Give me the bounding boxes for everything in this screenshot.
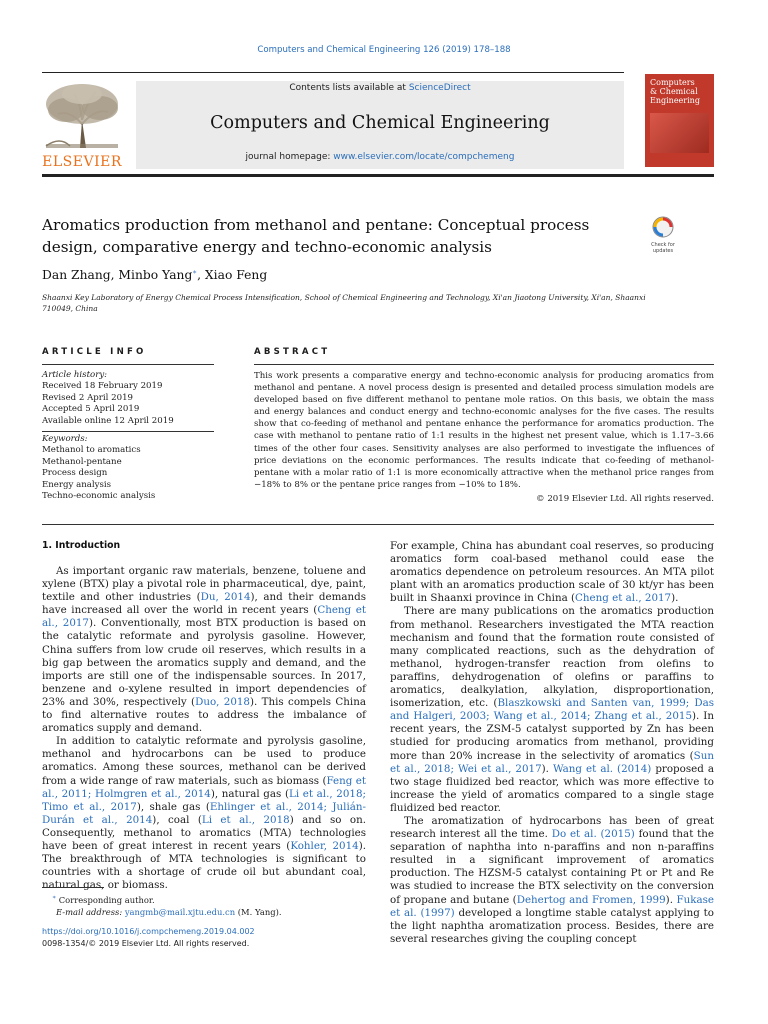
check-for-updates-icon <box>650 216 676 238</box>
journal-banner <box>136 81 624 169</box>
journal-homepage-link[interactable]: www.elsevier.com/locate/compchemeng <box>333 152 515 162</box>
email-link[interactable]: yangmb@mail.xjtu.edu.cn <box>124 906 236 917</box>
banner-bottom-rule <box>42 174 714 177</box>
check-for-updates-button[interactable]: Check for updates <box>646 216 680 254</box>
footnote-rule <box>42 887 104 888</box>
citation-link[interactable]: Kohler, 2014 <box>290 839 359 852</box>
citation-link[interactable]: Cheng et al., 2017 <box>42 604 366 630</box>
section-heading-introduction: 1. Introduction <box>42 540 121 551</box>
journal-title: Computers and Chemical Engineering <box>210 113 550 133</box>
footnote: ∗ Corresponding author. E-mail address: yangmb@mail.xjtu.edu.cn (M. Yang). <box>52 894 282 917</box>
elsevier-wordmark: ELSEVIER <box>42 154 122 170</box>
intro-paragraph-3: For example, China has abundant coal reserves, so producing aromatics form coal-based methanol could ease the aromatics dependence on petroleum resources. An MTA pilot plant with an aromatics production scale of 30 kt/yr has been built in Shaanxi province in China (Cheng et al., 2017). <box>390 540 714 605</box>
article-title: Aromatics production from methanol and pentane: Conceptual process design, comparative energy and techno-economic analysis <box>42 216 590 256</box>
journal-homepage: journal homepage: www.elsevier.com/locate/compchemeng <box>245 152 515 162</box>
footnote-mark: ∗ <box>52 894 57 901</box>
keyword: Techno-economic analysis <box>42 491 156 502</box>
citation-link[interactable]: Dehertog and Fromen, 1999 <box>516 893 666 906</box>
abstract-copyright: © 2019 Elsevier Ltd. All rights reserved. <box>536 494 714 504</box>
journal-cover-thumbnail: Computers & Chemical Engineering <box>645 74 714 167</box>
article-info-rule <box>42 364 214 365</box>
citation-link[interactable]: Li et al., 2018; Timo et al., 2017 <box>42 787 366 813</box>
abstract-text: This work presents a comparative energy and techno-economic analysis for producing aromatics from methanol and pentane. A novel process design is presented and detailed process simulation models are developed based on five different methanol to pentane mole ratios. On this basis, we obtain the mass and energy balances and conduct energy and techno-economic analyses for the five cases. The results show that co-feeding of methanol and pentane enhance the performance for aromatics production. The case with methanol to pentane ratio of 1:1 results in the highest net present value, which is 1.17–3.66 times of the other four cases. Sensitivity analyses are also performed to investigate the influences of price deviations on the economic performances. The results indicate that co-feeding of methanol-pentane with a molar ratio of 1:1 is more economically attractive when the methanol price ranges from −18% to 8% or the pentane price ranges from −10% to 18%. <box>254 371 714 490</box>
abstract-heading: ABSTRACT <box>254 347 331 357</box>
cover-graphic <box>650 113 709 153</box>
citation-link[interactable]: Sun et al., 2018; Wei et al., 2017 <box>390 749 714 775</box>
elsevier-logo <box>40 80 124 170</box>
citation-link[interactable]: Li et al., 2018 <box>201 813 290 826</box>
keyword: Energy analysis <box>42 479 112 490</box>
abstract-bottom-rule <box>42 524 714 525</box>
abstract-rule <box>254 364 714 365</box>
keywords-rule <box>42 431 214 432</box>
intro-right-column <box>390 540 714 946</box>
intro-paragraph-5: The aromatization of hydrocarbons has been of great research interest all the time. Do et al. (2015) found that the separation of naphtha into n-paraffins and non n-paraffins resulted in a significant improvement of aromatics production. The HZSM-5 catalyst containing Pt or Pt and Re was studied to increase the BTX selectivity on the conversion of propane and butane (Dehertog and Fromen, 1999). Fukase et al. (1997) developed a longtime stable catalyst applying to the light naphtha aromatization process. Besides, there are several researches giving the coupling concept <box>390 814 715 945</box>
keyword: Process design <box>42 468 108 479</box>
doi-block <box>42 926 255 949</box>
keyword: Methanol-pentane <box>42 456 122 467</box>
corresponding-author-mark[interactable]: ∗ <box>192 268 198 276</box>
affiliation: Shaanxi Key Laboratory of Energy Chemical Process Intensification, School of Chemical Engineering and Technology, Xi'an Jiaotong University, Xi'an, Shaanxi 710049, China <box>42 293 646 313</box>
citation-link[interactable]: Wang et al. (2014) <box>552 762 652 775</box>
citation-link[interactable]: Cheng et al., 2017 <box>575 592 672 605</box>
citation-link[interactable]: Feng et al., 2011; Holmgren et al., 2014 <box>42 774 366 800</box>
doi-link[interactable]: https://doi.org/10.1016/j.compchemeng.2019.04.002 <box>42 927 255 936</box>
keyword: Methanol to aromatics <box>42 445 141 456</box>
sciencedirect-link[interactable]: ScienceDirect <box>408 83 471 93</box>
author-list: Dan Zhang, Minbo Yang∗, Xiao Feng <box>42 268 268 283</box>
contents-available: Contents lists available at ScienceDirect <box>289 83 471 93</box>
article-history: Article history: Received 18 February 2019 Revised 2 April 2019 Accepted 5 April 2019 Available online 12 April 2019 <box>42 370 174 426</box>
issn-copyright: 0098-1354/© 2019 Elsevier Ltd. All rights reserved. <box>42 938 250 948</box>
keywords: Keywords: Methanol to aromatics Methanol-pentane Process design Energy analysis Techno-economic analysis <box>42 434 156 502</box>
citation-link[interactable]: Fukase et al. (1997) <box>390 893 714 919</box>
intro-paragraph-1: As important organic raw materials, benzene, toluene and xylene (BTX) play a pivotal role in pharmaceutical, dye, paint, textile and other industries (Du, 2014), and their demands have increased all over the world in recent years (Cheng et al., 2017). Conventionally, most BTX production is based on the catalytic reformate and pyrolysis gasoline. However, China suffers from low crude oil reserves, which results in a big gap between the aromatics supply and demand, and the imports are still one of the indispensable sources. In 2017, benzene and o-xylene resulted in import dependencies of 23% and 30%, respectively (Duo, 2018). This compels China to find alternative routes to address the imbalance of aromatics supply and demand. <box>42 565 366 735</box>
citation-link[interactable]: Du, 2014 <box>200 591 251 604</box>
citation-link[interactable]: Duo, 2018 <box>195 695 250 708</box>
intro-paragraph-2: In addition to catalytic reformate and pyrolysis gasoline, methanol and hydrocarbons can be used to produce aromatics. Among these sources, methanol can be derived from a wide range of raw materials, such as biomass (Feng et al., 2011; Holmgren et al., 2014), natural gas (Li et al., 2018; Timo et al., 2017), shale gas (Ehlinger et al., 2014; Julián-Durán et al., 2014), coal (Li et al., 2018) and so on. Consequently, methanol to aromatics (MTA) technologies have been of great interest in recent years (Kohler, 2014). The breakthrough of MTA technologies is significant to countries with a shortage of crude oil but abundant coal, natural gas, or biomass. <box>42 735 367 892</box>
article-info-heading: ARTICLE INFO <box>42 347 147 357</box>
citation-link[interactable]: Blaszkowski and Santen van, 1999; Das and Halgeri, 2003; Wang et al., 2014; Zhang et al., 2015 <box>390 697 714 723</box>
citation-link[interactable]: Do et al. (2015) <box>551 828 635 841</box>
citation-link[interactable]: Ehlinger et al., 2014; Julián-Durán et al., 2014 <box>42 800 367 826</box>
banner-top-rule <box>42 72 624 73</box>
elsevier-tree-icon <box>40 80 124 150</box>
intro-left-column <box>42 565 366 892</box>
journal-citation-link[interactable]: Computers and Chemical Engineering 126 (2019) 178–188 <box>257 45 511 55</box>
intro-paragraph-4: There are many publications on the aromatics production from methanol. Researchers investigated the MTA reaction mechanism and found that the formation route consisted of many complicated reactions, such as the dehydration of methanol, hydrogen-transfer reaction from olefins to paraffins, dehydrogenation of olefins or paraffins to aromatics, dealkylation, alkylation, disproportionation, isomerization, etc. (Blaszkowski and Santen van, 1999; Das and Halgeri, 2003; Wang et al., 2014; Zhang et al., 2015). In recent years, the ZSM-5 catalyst supported by Zn has been studied for producing aromatics from methanol, providing more than 20% increase in the selectivity of aromatics (Sun et al., 2018; Wei et al., 2017). Wang et al. (2014) proposed a two stage fluidized bed reactor, which was more effective to increase the yield of aromatics compared to a single stage fluidized bed reactor. <box>390 605 714 814</box>
